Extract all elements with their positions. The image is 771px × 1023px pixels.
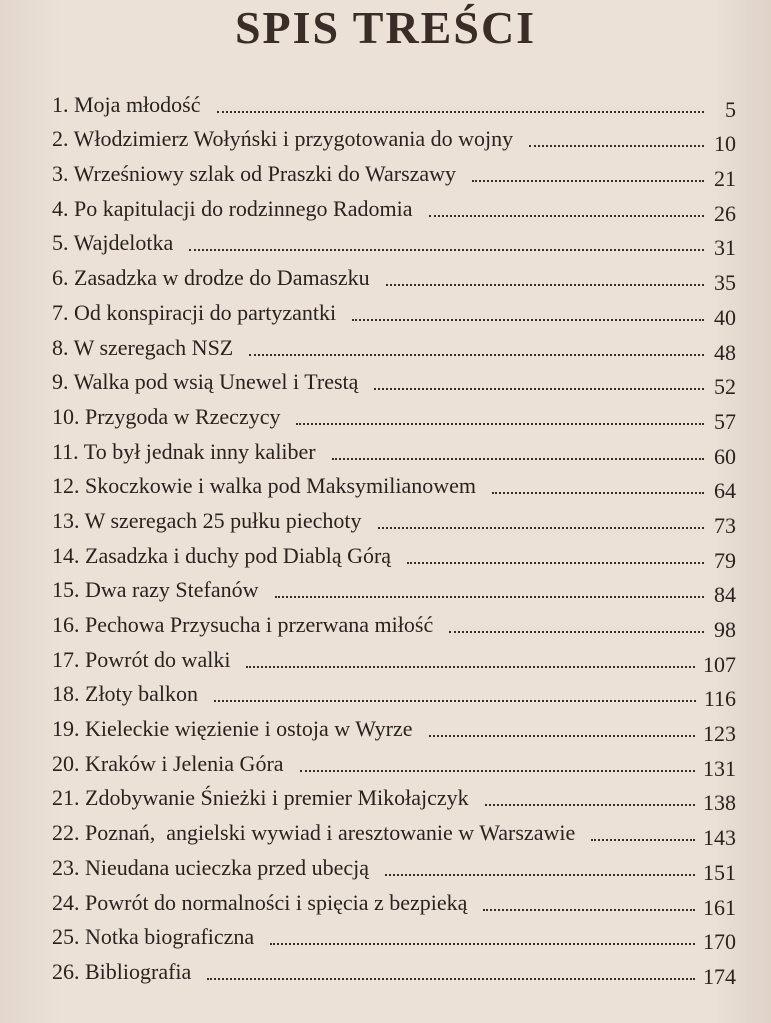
toc-entry-page: 174	[703, 963, 736, 989]
dot-leader	[529, 145, 704, 147]
toc-entry-page: 170	[703, 929, 736, 955]
toc-entry	[52, 159, 736, 194]
dot-leader	[296, 423, 704, 425]
dot-leader	[189, 249, 704, 251]
toc-entry	[52, 957, 736, 992]
toc-entry-page: 123	[703, 721, 736, 747]
toc-entry-title: 26. Bibliografia	[52, 958, 192, 984]
toc-entry	[52, 645, 736, 680]
dot-leader	[378, 527, 704, 529]
dot-leader	[429, 735, 695, 737]
toc-entry-title: 16. Pechowa Przysucha i przerwana miłość	[52, 612, 434, 637]
dot-leader	[207, 978, 695, 980]
dot-leader	[246, 666, 695, 668]
dot-leader	[483, 909, 695, 911]
dot-leader	[449, 631, 704, 633]
toc-entry	[52, 472, 736, 507]
toc-entry	[52, 818, 736, 853]
toc-entry-page: 26	[714, 200, 736, 226]
toc-entry-title: 4. Po kapitulacji do rodzinnego Radomia	[52, 195, 413, 221]
toc-entry-page: 10	[714, 131, 736, 157]
toc-entry	[52, 333, 736, 368]
dot-leader	[429, 215, 705, 217]
toc-entry-title: 25. Notka biograficzna	[52, 924, 255, 950]
toc-entry-page: 98	[714, 617, 736, 642]
toc-entry	[52, 923, 736, 958]
toc-entry-title: 15. Dwa razy Stefanów	[52, 577, 259, 603]
toc-entry-page: 138	[703, 790, 736, 816]
toc-entry-page: 73	[714, 512, 736, 538]
toc-entry	[52, 229, 736, 264]
dot-leader	[374, 388, 704, 390]
toc-entry	[52, 610, 736, 645]
toc-entry-title: 7. Od konspiracji do partyzantki	[52, 299, 337, 325]
dot-leader	[386, 284, 704, 286]
toc-entry-page: 116	[703, 686, 736, 712]
toc-entry-page: 52	[714, 374, 736, 400]
toc-entry-page: 48	[714, 339, 736, 365]
toc-entry-page: 84	[714, 582, 736, 608]
dot-leader	[492, 492, 704, 494]
toc-entry	[52, 125, 736, 160]
toc-entry	[52, 853, 736, 888]
toc-entry-title: 1. Moja młodość	[52, 91, 201, 117]
toc-entry-title: 6. Zasadzka w drodze do Damaszku	[52, 265, 370, 291]
toc-entry-title: 24. Powrót do normalności i spięcia z bezpieką	[52, 889, 468, 915]
toc-entry-title: 5. Wajdelotka	[52, 230, 174, 256]
toc-entry-page: 64	[714, 478, 736, 504]
toc-entry-title: 11. To był jednak inny kaliber	[52, 438, 316, 464]
toc-entry-title: 2. Włodzimierz Wołyński i przygotowania do wojny	[52, 126, 514, 152]
toc-entry-page: 31	[714, 235, 736, 261]
toc-entry-page: 143	[703, 825, 736, 851]
toc-entry-page: 60	[714, 443, 736, 469]
toc-entry	[52, 194, 736, 229]
toc-entry	[52, 263, 736, 298]
toc-entry-page: 35	[714, 270, 736, 296]
toc-entry-title: 13. W szeregach 25 pułku piechoty	[52, 507, 362, 533]
toc-entry-title: 23. Nieudana ucieczka przed ubecją	[52, 854, 369, 880]
page-title: SPIS TREŚCI	[234, 2, 537, 53]
dot-leader	[214, 700, 696, 702]
toc-entry-page: 21	[714, 166, 736, 192]
toc-entry	[52, 298, 736, 333]
toc-entry-title: 3. Wrześniowy szlak od Praszki do Warszawy	[52, 161, 457, 187]
dot-leader	[385, 874, 695, 876]
dot-leader	[270, 943, 695, 945]
dot-leader	[249, 354, 704, 356]
toc-entry	[52, 784, 736, 819]
toc-entry-title: 10. Przygoda w Rzeczycy	[52, 403, 281, 429]
toc-entry	[52, 368, 736, 403]
toc-entry-page: 131	[703, 755, 736, 781]
toc-entry	[52, 888, 736, 923]
toc-entry	[52, 541, 736, 576]
toc-entry-title: 19. Kieleckie więzienie i ostoja w Wyrze	[52, 716, 413, 742]
toc-entry-page: 79	[714, 547, 736, 573]
toc-entry	[52, 506, 736, 541]
toc-entry-title: 22. Poznań, angielski wywiad i aresztowanie w Warszawie	[52, 820, 576, 846]
toc-entry-title: 18. Złoty balkon	[52, 681, 199, 707]
toc-entry-page: 57	[714, 408, 736, 434]
toc-entry-title: 12. Skoczkowie i walka pod Maksymilianowem	[52, 473, 477, 499]
dot-leader	[472, 180, 704, 182]
toc-entry-page: 5	[725, 96, 736, 122]
toc-entry-title: 14. Zasadzka i duchy pod Diablą Górą	[52, 542, 392, 568]
toc-entry	[52, 402, 736, 437]
toc-entry-title: 20. Kraków i Jelenia Góra	[52, 750, 284, 776]
toc-entry	[52, 749, 736, 784]
table-of-contents	[52, 90, 736, 992]
toc-entry-title: 8. W szeregach NSZ	[52, 334, 234, 360]
dot-leader	[217, 111, 705, 113]
toc-entry-page: 161	[703, 894, 736, 920]
toc-entry-title: 9. Walka pod wsią Unewel i Trestą	[52, 369, 359, 395]
dot-leader	[352, 319, 704, 321]
toc-entry-page: 151	[703, 859, 736, 885]
toc-entry	[52, 437, 736, 472]
toc-entry	[52, 90, 736, 125]
toc-entry-page: 107	[703, 651, 736, 677]
toc-entry-page: 40	[714, 304, 736, 330]
dot-leader	[407, 562, 704, 564]
dot-leader	[275, 596, 705, 598]
toc-entry-title: 21. Zdobywanie Śnieżki i premier Mikołajczyk	[52, 785, 469, 811]
toc-entry-title: 17. Powrót do walki	[52, 646, 231, 672]
toc-entry	[52, 714, 736, 749]
dot-leader	[300, 770, 695, 772]
dot-leader	[485, 804, 695, 806]
dot-leader	[332, 458, 704, 460]
toc-entry	[52, 576, 736, 611]
dot-leader	[591, 839, 695, 841]
toc-entry	[52, 680, 736, 715]
